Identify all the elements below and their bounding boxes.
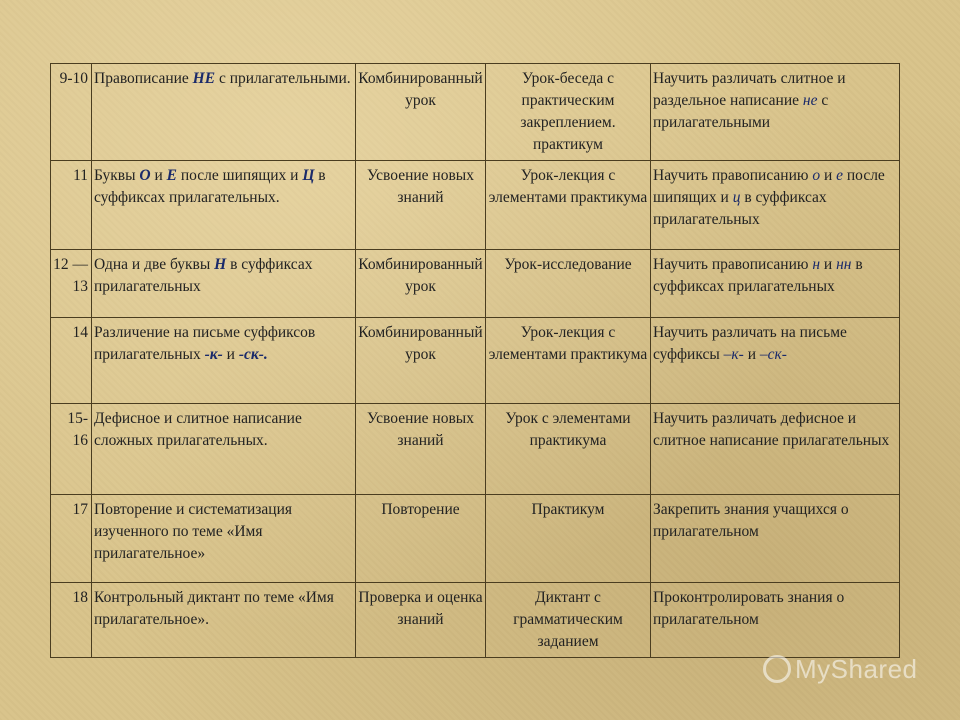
text-segment: Контрольный диктант по теме «Имя прилагательное». (94, 589, 334, 628)
lesson-plan-body (51, 64, 900, 658)
table-row (51, 495, 900, 583)
text-segment: О (139, 167, 151, 184)
lesson-type-cell: Усвоение новых знаний (356, 404, 486, 495)
lesson-number-cell: 17 (51, 495, 92, 583)
text-segment: Различение на письме суффиксов прилагательных (94, 324, 316, 363)
text-segment: после шипящих и (653, 167, 885, 206)
lesson-goal-cell (651, 161, 900, 250)
text-segment: Правописание (94, 70, 193, 87)
lesson-topic-cell (92, 64, 356, 161)
lesson-goal-cell (651, 404, 900, 495)
lesson-number-cell: 9-10 (51, 64, 92, 161)
lesson-topic-cell (92, 495, 356, 583)
lesson-form-cell: Диктант с грамматическим заданием (486, 583, 651, 658)
lesson-number-cell: 18 (51, 583, 92, 658)
lesson-number-cell: 15-16 (51, 404, 92, 495)
text-segment: Закрепить знания учащихся о прилагательном (653, 501, 849, 540)
table-row (51, 404, 900, 495)
lesson-topic-cell (92, 583, 356, 658)
text-segment: -ск-. (238, 346, 268, 363)
watermark (763, 654, 918, 685)
lesson-type-cell: Проверка и оценка знаний (356, 583, 486, 658)
watermark-text: MyShared (795, 654, 918, 684)
text-segment: Повторение и систематизация изученного по теме «Имя прилагательное» (94, 501, 293, 562)
lesson-topic-cell (92, 250, 356, 318)
text-segment: и (820, 167, 837, 184)
lesson-form-cell: Урок-лекция с элементами практикума (486, 318, 651, 404)
text-segment: с прилагательными (653, 92, 829, 131)
lesson-topic-cell (92, 404, 356, 495)
table-row (51, 64, 900, 161)
lesson-type-cell: Усвоение новых знаний (356, 161, 486, 250)
text-segment: с прилагательными. (215, 70, 351, 87)
text-segment: Ц (302, 167, 315, 184)
lesson-type-cell: Повторение (356, 495, 486, 583)
lesson-type-cell: Комбинированный урок (356, 318, 486, 404)
lesson-number-cell: 12 — 13 (51, 250, 92, 318)
text-segment: не (802, 92, 818, 109)
text-segment: в суффиксах прилагательных. (94, 167, 326, 206)
lesson-goal-cell (651, 250, 900, 318)
table-row (51, 161, 900, 250)
lesson-topic-cell (92, 318, 356, 404)
text-segment: НЕ (192, 70, 216, 87)
table-row (51, 583, 900, 658)
text-segment: Научить различать слитное и раздельное написание (653, 70, 846, 109)
text-segment: Научить различать дефисное и слитное написание прилагательных (653, 410, 890, 449)
text-segment: ц (732, 189, 741, 206)
lesson-number-cell: 11 (51, 161, 92, 250)
text-segment: -к- (204, 346, 223, 363)
lesson-form-cell: Практикум (486, 495, 651, 583)
text-segment: и (150, 167, 167, 184)
lesson-goal-cell (651, 495, 900, 583)
lesson-type-cell: Комбинированный урок (356, 64, 486, 161)
text-segment: Одна и две буквы (94, 256, 215, 273)
lesson-form-cell: Урок-исследование (486, 250, 651, 318)
text-segment: после шипящих и (177, 167, 303, 184)
myshared-logo-icon (763, 655, 791, 683)
text-segment: и (743, 346, 760, 363)
text-segment: е (836, 167, 844, 184)
lesson-plan-table (50, 63, 900, 658)
text-segment: –ск- (759, 346, 787, 363)
text-segment: Научить правописанию (653, 256, 813, 273)
text-segment: о (812, 167, 821, 184)
text-segment: Дефисное и слитное написание сложных прилагательных. (94, 410, 302, 449)
lesson-form-cell: Урок-беседа с практическим закреплением. практикум (486, 64, 651, 161)
table-row (51, 250, 900, 318)
text-segment: нн (836, 256, 852, 273)
text-segment: Научить правописанию (653, 167, 813, 184)
text-segment: –к- (723, 346, 744, 363)
text-segment: Проконтролировать знания о прилагательном (653, 589, 845, 628)
text-segment: н (812, 256, 821, 273)
lesson-type-cell: Комбинированный урок (356, 250, 486, 318)
lesson-goal-cell (651, 583, 900, 658)
lesson-goal-cell (651, 318, 900, 404)
lesson-form-cell: Урок с элементами практикума (486, 404, 651, 495)
text-segment: и (820, 256, 837, 273)
text-segment: и (222, 346, 239, 363)
text-segment: Н (214, 256, 227, 273)
text-segment: Е (166, 167, 177, 184)
text-segment: Научить различать на письме суффиксы (653, 324, 847, 363)
text-segment: в суффиксах прилагательных (653, 189, 827, 228)
text-segment: в суффиксах прилагательных (94, 256, 313, 295)
lesson-goal-cell (651, 64, 900, 161)
lesson-topic-cell (92, 161, 356, 250)
text-segment: в суффиксах прилагательных (653, 256, 863, 295)
lesson-number-cell: 14 (51, 318, 92, 404)
text-segment: Буквы (94, 167, 140, 184)
lesson-form-cell: Урок-лекция с элементами практикума (486, 161, 651, 250)
table-row (51, 318, 900, 404)
